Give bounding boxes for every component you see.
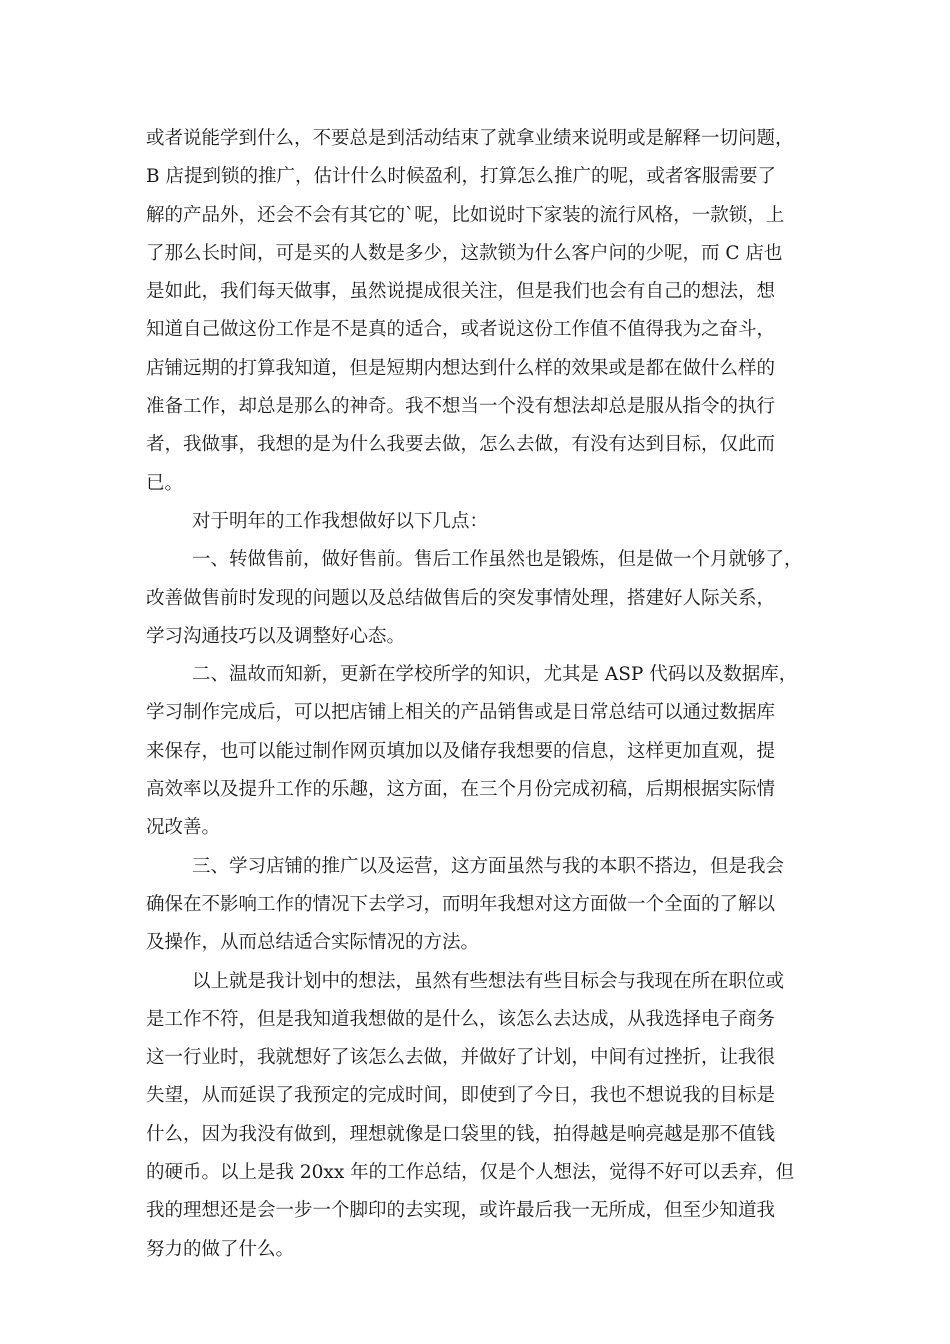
text-line: 高效率以及提升工作的乐趣，这方面，在三个月份完成初稿，后期根据实际情 (146, 779, 776, 801)
text-line: 来保存，也可以能过制作网页填加以及储存我想要的信息，这样更加直观，提 (146, 740, 776, 762)
text-line: 什么，因为我没有做到，理想就像是口袋里的钱，拍得越是响亮越是那不值钱 (146, 1123, 776, 1145)
text-line: 是工作不符，但是我知道我想做的是什么，该怎么去达成，从我选择电子商务 (146, 1008, 776, 1030)
text-line: 这一行业时，我就想好了该怎么去做，并做好了计划，中间有过挫折，让我很 (146, 1047, 776, 1069)
text-line: 已。 (146, 472, 184, 494)
text-line: 学习沟通技巧以及调整好心态。 (146, 625, 406, 647)
text-line: B 店提到锁的推广，估计什么时候盈利，打算怎么推广的呢，或者客服需要了 (146, 166, 776, 188)
text-line: 了那么长时间，可是买的人数是多少，这款锁为什么客户问的少呢，而 C 店也 (146, 242, 783, 264)
text-line: 三、学习店铺的推广以及运营，这方面虽然与我的本职不搭边，但是我会 (192, 855, 785, 877)
text-line: 况改善。 (146, 817, 221, 839)
text-line: 失望，从而延误了我预定的完成时间，即使到了今日，我也不想说我的目标是 (146, 1085, 776, 1107)
text-line: 店铺远期的打算我知道，但是短期内想达到什么样的效果或是都在做什么样的 (146, 357, 776, 379)
text-line: 知道自己做这份工作是不是真的适合，或者说这份工作值不值得我为之奋斗， (146, 319, 776, 341)
text-line: 是如此，我们每天做事，虽然说提成很关注，但是我们也会有自己的想法，想 (146, 281, 776, 303)
text-line: 的硬币。以上是我 20xx 年的工作总结，仅是个人想法，觉得不好可以丢弃，但 (146, 1162, 795, 1184)
text-line: 准备工作，却总是那么的神奇。我不想当一个没有想法却总是服从指令的执行 (146, 396, 776, 418)
text-line: 改善做售前时发现的问题以及总结做售后的突发事情处理，搭建好人际关系， (146, 587, 776, 609)
text-line: 二、温故而知新，更新在学校所学的知识，尤其是 ASP 代码以及数据库， (192, 664, 798, 686)
text-line: 者，我做事，我想的是为什么我要去做，怎么去做，有没有达到目标，仅此而 (146, 434, 776, 456)
text-line: 确保在不影响工作的情况下去学习，而明年我想对这方面做一个全面的了解以 (146, 893, 776, 915)
text-line: 我的理想还是会一步一个脚印的去实现，或许最后我一无所成，但至少知道我 (146, 1200, 776, 1222)
text-line: 努力的做了什么。 (146, 1238, 295, 1260)
text-line: 或者说能学到什么，不要总是到活动结束了就拿业绩来说明或是解释一切问题， (146, 128, 794, 149)
text-line: 解的产品外，还会不会有其它的`呢，比如说时下家装的流行风格，一款锁，上 (146, 204, 785, 226)
text-line: 对于明年的工作我想做好以下几点： (192, 510, 489, 532)
text-line: 以上就是我计划中的想法，虽然有些想法有些目标会与我现在所在职位或 (192, 970, 785, 992)
text-line: 学习制作完成后，可以把店铺上相关的产品销售或是日常总结可以通过数据库 (146, 702, 776, 724)
document-body (146, 120, 814, 1269)
text-line: 一、转做售前，做好售前。售后工作虽然也是锻炼，但是做一个月就够了， (192, 549, 803, 571)
text-line: 及操作，从而总结适合实际情况的方法。 (146, 932, 480, 954)
